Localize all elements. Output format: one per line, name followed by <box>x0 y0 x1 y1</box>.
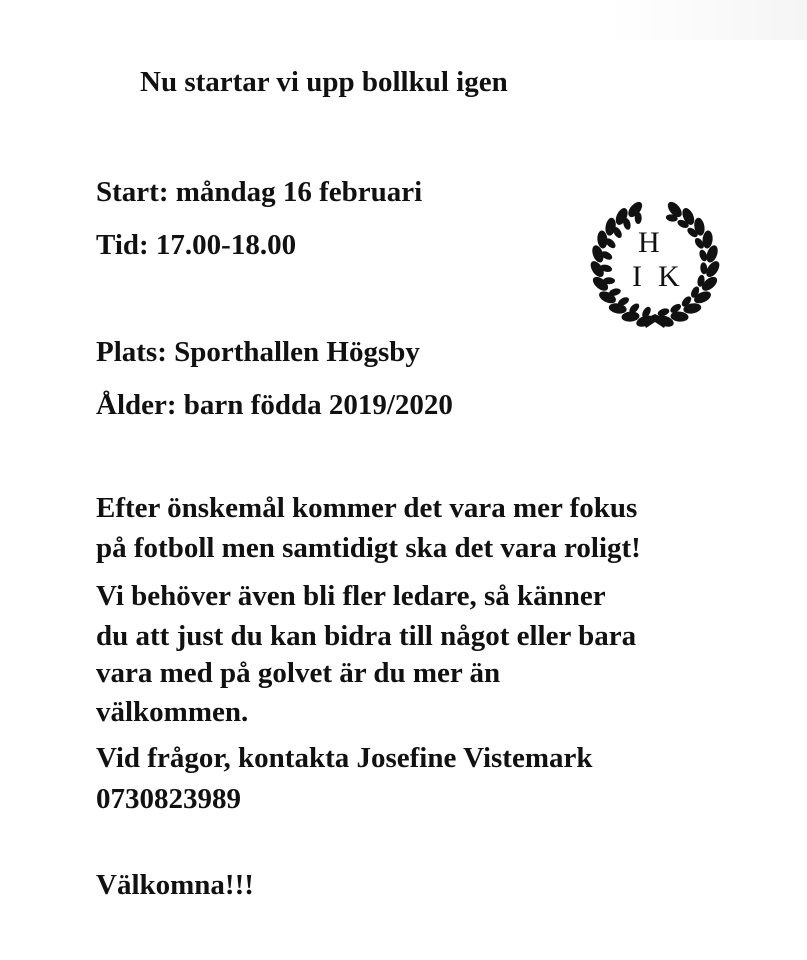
body-line: du att just du kan bidra till något eller bara <box>96 620 637 652</box>
body-line: vara med på golvet är du mer än <box>96 657 501 689</box>
age-group: Ålder: barn födda 2019/2020 <box>96 389 453 421</box>
body-line: välkommen. <box>96 696 249 728</box>
logo-letter-k: K <box>658 260 680 293</box>
logo-letter-h: H <box>638 226 660 259</box>
venue: Plats: Sporthallen Högsby <box>96 336 420 368</box>
closing-greeting: Välkomna!!! <box>96 869 254 901</box>
page-corner-shade <box>607 0 807 40</box>
body-line: Vi behöver även bli fler ledare, så känner <box>96 580 606 612</box>
body-line: på fotboll men samtidigt ska det vara roligt! <box>96 532 641 564</box>
wreath-leaf <box>603 277 615 284</box>
club-logo <box>582 196 728 338</box>
logo-letter-i: I <box>632 260 642 293</box>
time-range: Tid: 17.00-18.00 <box>96 229 297 261</box>
flyer-title: Nu startar vi upp bollkul igen <box>140 66 508 98</box>
body-line: Efter önskemål kommer det vara mer fokus <box>96 492 638 524</box>
phone-number: 0730823989 <box>96 783 241 815</box>
contact-line: Vid frågor, kontakta Josefine Vistemark <box>96 742 593 774</box>
start-date: Start: måndag 16 februari <box>96 176 423 208</box>
wreath-leaf <box>635 212 642 224</box>
laurel-wreath-icon <box>582 196 728 338</box>
